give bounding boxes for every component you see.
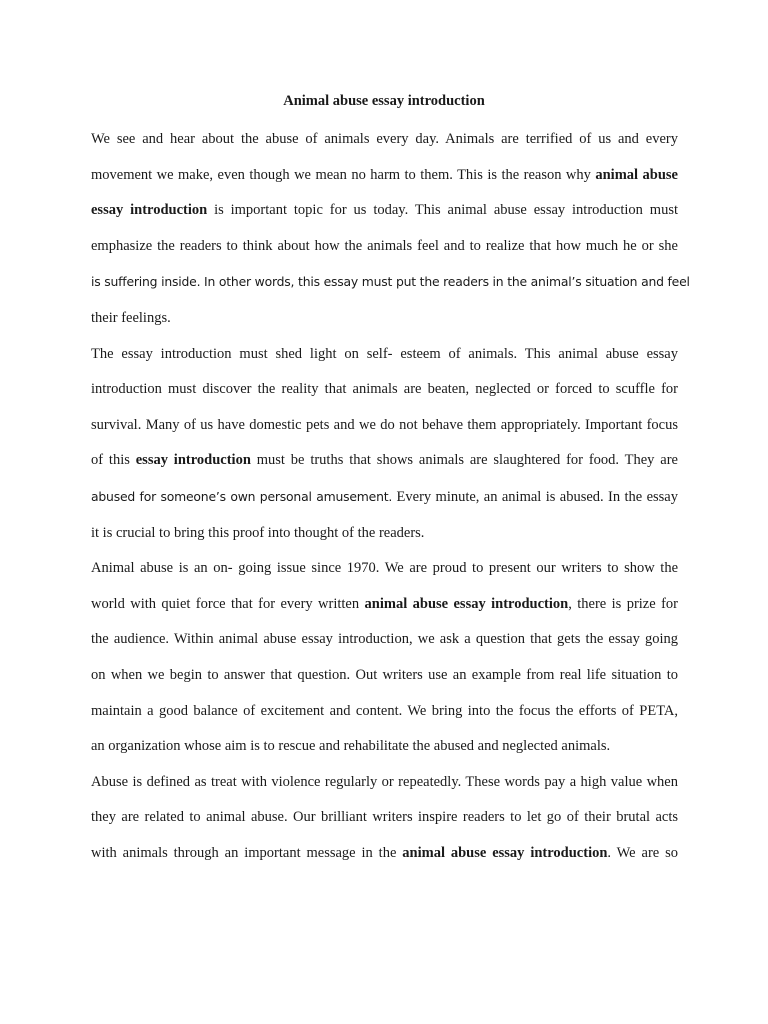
text-run: Animal abuse is an on- going issue since 1970. We are proud to present our writers to show the [91,560,678,577]
body-line [91,301,678,337]
body-line [91,193,678,229]
text-run: it is crucial to bring this proof into thought of the readers. [91,524,425,541]
body-line [91,836,678,872]
text-run: , there is prize for [568,595,678,612]
text-run: introduction must discover the reality that animals are beaten, neglected or forced to scuffle for [91,381,678,398]
body-line [91,587,678,623]
text-run: an organization whose aim is to rescue and rehabilitate the abused and neglected animals. [91,738,611,755]
text-run: emphasize the readers to think about how the animals feel and to realize that how much he or she [91,237,678,254]
body-line [91,158,678,194]
body-line [91,729,678,765]
text-run: with animals through an important message in the [91,844,403,861]
body-line [91,551,678,587]
bold-keyword: animal abuse essay introduction [402,844,608,861]
body-line [91,516,678,552]
text-run: movement we make, even though we mean no harm to them. This is the reason why [91,166,596,183]
body-line [91,765,678,801]
text-run: the audience. Within animal abuse essay introduction, we ask a question that gets the essay going [91,631,678,648]
body-line [91,622,678,658]
text-run: The essay introduction must shed light on self- esteem of animals. This animal abuse essay [91,345,678,362]
text-run: Abuse is defined as treat with violence regularly or repeatedly. These words pay a high value when [91,773,678,790]
text-run: their feelings. [91,309,171,326]
text-run: abused for someone’s own personal amusement. [91,488,393,504]
text-run: they are related to animal abuse. Our brilliant writers inspire readers to let go of their brutal acts [91,809,678,826]
body-line [91,658,678,694]
document-body [91,122,690,871]
text-run: . We are so [607,844,678,861]
body-line [91,122,678,158]
body-line [91,372,678,408]
bold-keyword: animal abuse essay introduction [364,595,569,612]
text-run: of this [91,452,136,469]
text-run: We see and hear about the abuse of animals every day. Animals are terrified of us and every [91,131,678,147]
text-run: In other words, this essay must put the readers in the animal’s situation and feel [200,274,690,290]
body-line [91,479,678,516]
text-run: survival. Many of us have domestic pets and we do not behave them appropriately. Important focus [91,416,678,433]
document-title: Animal abuse essay introduction [283,93,485,109]
text-run: Every minute, an animal is abused. In the essay [392,488,678,505]
body-line [91,408,678,444]
body-line [91,694,678,730]
body-line [91,264,690,301]
text-run: maintain a good balance of excitement and content. We bring into the focus the efforts of PETA, [91,702,678,719]
body-line [91,229,678,265]
bold-keyword: animal abuse [595,166,678,183]
body-line [91,443,678,479]
bold-keyword: essay introduction [91,202,208,219]
body-line [91,337,678,373]
text-run: world with quiet force that for every written [91,595,365,612]
text-run: is important topic for us today. This animal abuse essay introduction must [207,202,678,219]
body-line [91,800,678,836]
text-run: is suffering inside. [91,274,201,290]
text-run: on when we begin to answer that question. Out writers use an example from real life situation to [91,666,678,683]
bold-keyword: essay introduction [135,452,251,469]
text-run: must be truths that shows animals are slaughtered for food. They are [250,452,678,469]
